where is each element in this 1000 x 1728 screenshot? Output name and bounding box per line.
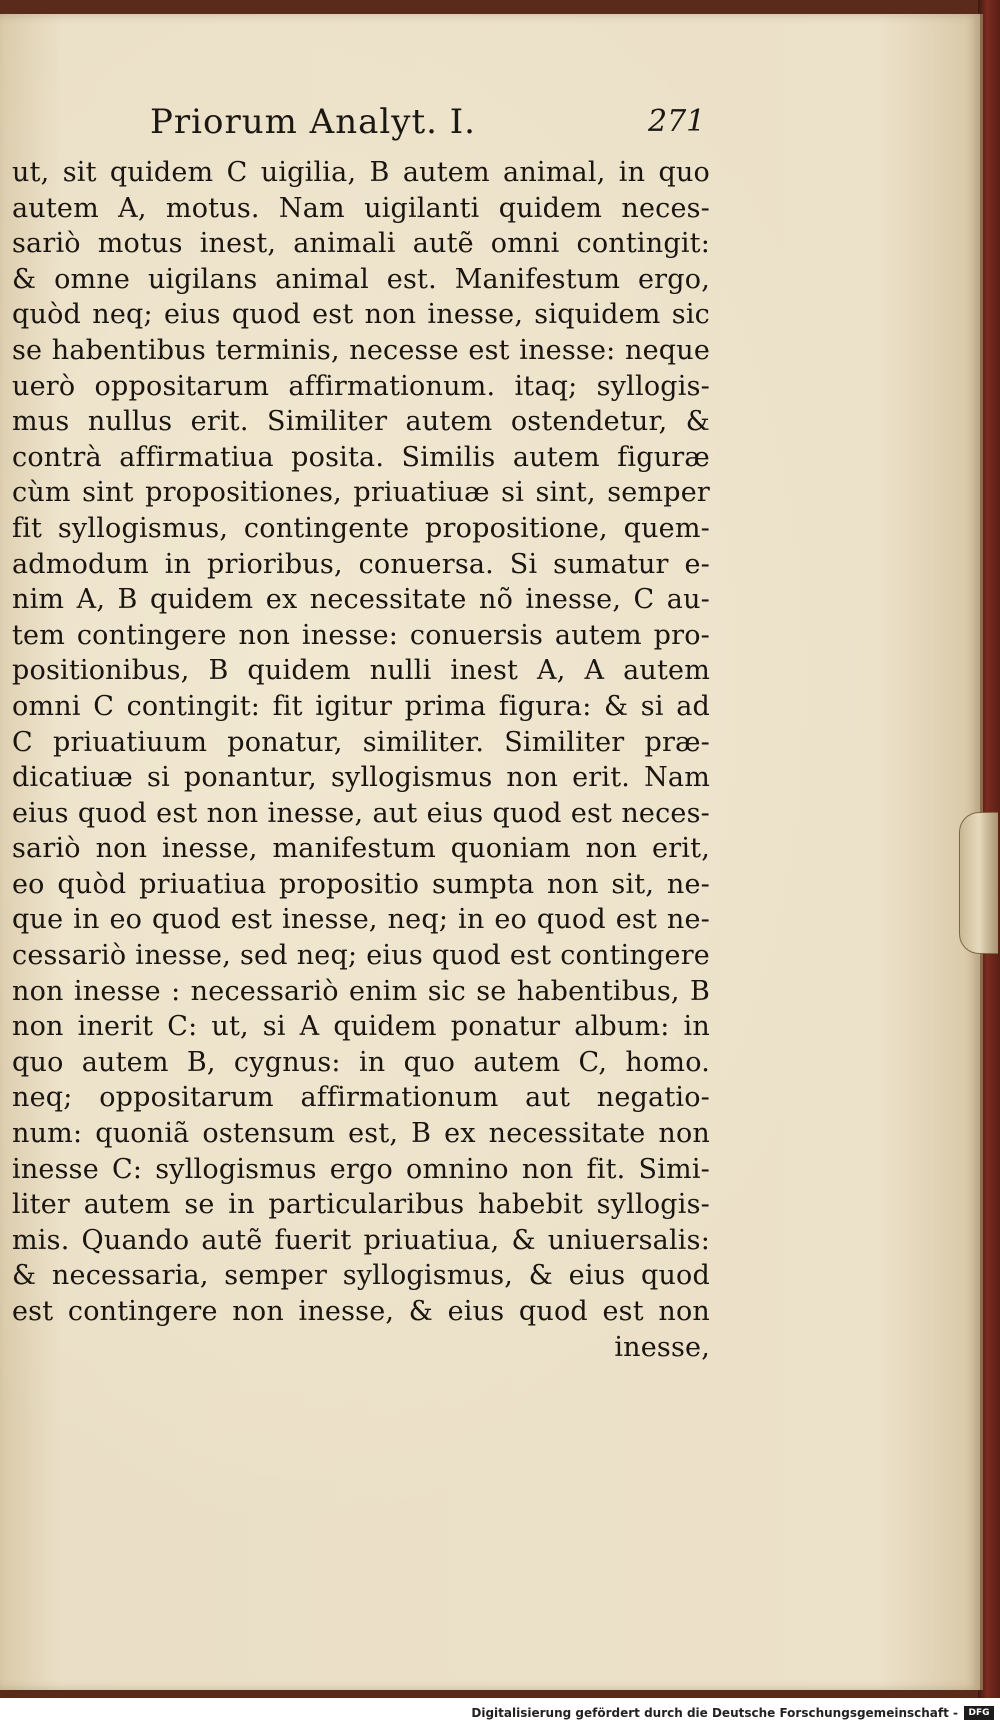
text-line: uerò oppositarum affirmationum. itaq; syllogis- [12, 370, 710, 402]
book-page [0, 14, 983, 1690]
text-line: contrà affirmatiua posita. Similis autem figuræ [12, 441, 710, 473]
text-line: omni C contingit: fit igitur prima figura: & si ad [12, 690, 710, 722]
text-line: C priuatiuum ponatur, similiter. Similiter præ- [12, 726, 710, 758]
text-line: cessariò inesse, sed neq; eius quod est contingere [12, 940, 710, 972]
running-title: Priorum Analyt. I. [150, 102, 476, 142]
text-line: admodum in prioribus, conuersa. Si sumatur e- [12, 548, 710, 580]
text-line: non inesse : necessariò enim sic se habentibus, B [12, 975, 710, 1007]
text-line: neq; oppositarum affirmationum aut negatio- [12, 1082, 710, 1114]
text-line: non inerit C: ut, si A quidem ponatur album: in [12, 1011, 710, 1043]
text-line: inesse C: syllogismus ergo omnino non fit. Simi- [12, 1153, 710, 1185]
text-line: mus nullus erit. Similiter autem ostendetur, & [12, 406, 710, 438]
text-line: que in eo quod est inesse, neq; in eo quod est ne- [12, 904, 710, 936]
text-line: fit syllogismus, contingente propositione, quem- [12, 512, 710, 544]
text-line: tem contingere non inesse: conuersis autem pro- [12, 619, 710, 651]
page-number: 271 [648, 104, 706, 139]
text-line: quòd neq; eius quod est non inesse, siquidem sic [12, 299, 710, 331]
footer-bar [0, 1698, 1000, 1728]
text-line: eo quòd priuatiua propositio sumpta non sit, ne- [12, 868, 710, 900]
funding-credit: Digitalisierung gefördert durch die Deutsche Forschungsgemeinschaft - [471, 1706, 958, 1720]
text-line: & necessaria, semper syllogismus, & eius quod [12, 1260, 710, 1292]
text-line: autem A, motus. Nam uigilanti quidem neces- [12, 192, 710, 224]
text-line: & omne uigilans animal est. Manifestum ergo, [12, 263, 710, 295]
text-line: eius quod est non inesse, aut eius quod est neces- [12, 797, 710, 829]
dfg-logo-icon: DFG [964, 1706, 994, 1720]
text-line: se habentibus terminis, necesse est inesse: neque [12, 334, 710, 366]
text-line: sariò non inesse, manifestum quoniam non erit, [12, 833, 710, 865]
text-line: positionibus, B quidem nulli inest A, A autem [12, 655, 710, 687]
text-line: sariò motus inest, animali autẽ omni contingit: [12, 228, 710, 260]
text-line: quo autem B, cygnus: in quo autem C, homo. [12, 1046, 710, 1078]
body-text [12, 155, 712, 1365]
text-line: liter autem se in particularibus habebit syllogis- [12, 1189, 710, 1221]
text-line: cùm sint propositiones, priuatiuæ si sint, semper [12, 477, 710, 509]
text-line: dicatiuæ si ponantur, syllogismus non erit. Nam [12, 762, 710, 794]
page-clasp [959, 812, 998, 954]
text-line: nim A, B quidem ex necessitate nõ inesse, C au- [12, 584, 710, 616]
text-line: inesse, [614, 1331, 710, 1363]
text-line: num: quoniã ostensum est, B ex necessitate non [12, 1118, 710, 1150]
text-line: est contingere non inesse, & eius quod est non [12, 1296, 710, 1327]
text-line: ut, sit quidem C uigilia, B autem animal, in quo [12, 157, 710, 188]
text-line: mis. Quando autẽ fuerit priuatiua, & uniuersalis: [12, 1224, 710, 1256]
